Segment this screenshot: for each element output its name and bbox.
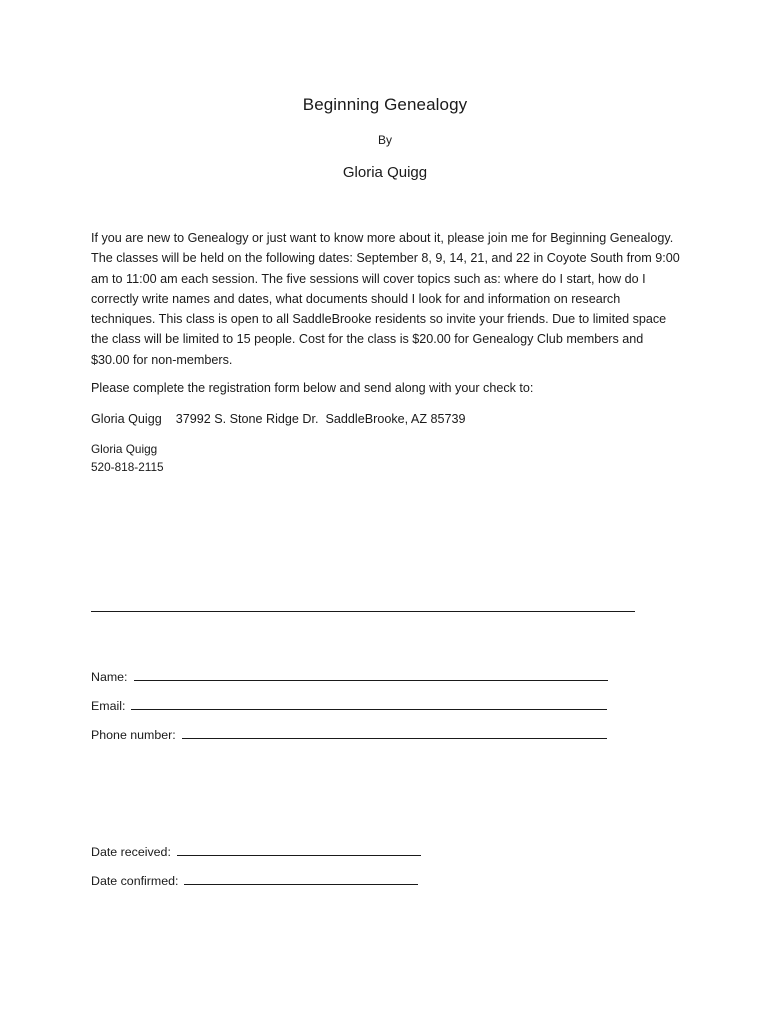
contact-name: Gloria Quigg — [91, 442, 158, 456]
author-name: Gloria Quigg — [342, 164, 428, 181]
email-line[interactable] — [131, 697, 607, 710]
date-confirmed-line[interactable] — [184, 872, 418, 885]
phone-field[interactable] — [91, 726, 607, 742]
tear-off-divider — [91, 611, 635, 612]
date-confirmed-label: Date confirmed: — [91, 874, 179, 888]
email-field[interactable] — [91, 697, 607, 713]
byline: By — [377, 133, 392, 147]
name-line[interactable] — [134, 668, 608, 681]
document-title: Beginning Genealogy — [302, 95, 468, 114]
date-received-line[interactable] — [177, 843, 421, 856]
intro-paragraph: If you are new to Genealogy or just want to know more about it, please join me for Beginning Genealogy. The classes will be held on the following dates: September 8, 9, 14, 21, and 22 in Coyote South from 9:00 am to 11:00 am each session. The five sessions will cover topics such as: where do I start, how do I correctly write names and dates, what documents should I look for and information on research techniques. This class is open to all SaddleBrooke residents so invite your friends. Due to limited space the class will be limited to 15 people. Cost for the class is $20.00 for Genealogy Club members and $30.00 for non-members. — [91, 231, 680, 367]
phone-line[interactable] — [182, 726, 607, 739]
email-label: Email: — [91, 699, 126, 713]
mailing-address: Gloria Quigg 37992 S. Stone Ridge Dr. SaddleBrooke, AZ 85739 — [91, 412, 466, 426]
date-received-label: Date received: — [91, 845, 171, 859]
name-label: Name: — [91, 670, 128, 684]
name-field[interactable] — [91, 668, 608, 684]
phone-label: Phone number: — [91, 728, 176, 742]
date-received-field[interactable] — [91, 843, 421, 859]
contact-phone: 520-818-2115 — [91, 460, 164, 474]
date-confirmed-field[interactable] — [91, 872, 418, 888]
registration-instruction: Please complete the registration form below and send along with your check to: — [91, 381, 534, 395]
